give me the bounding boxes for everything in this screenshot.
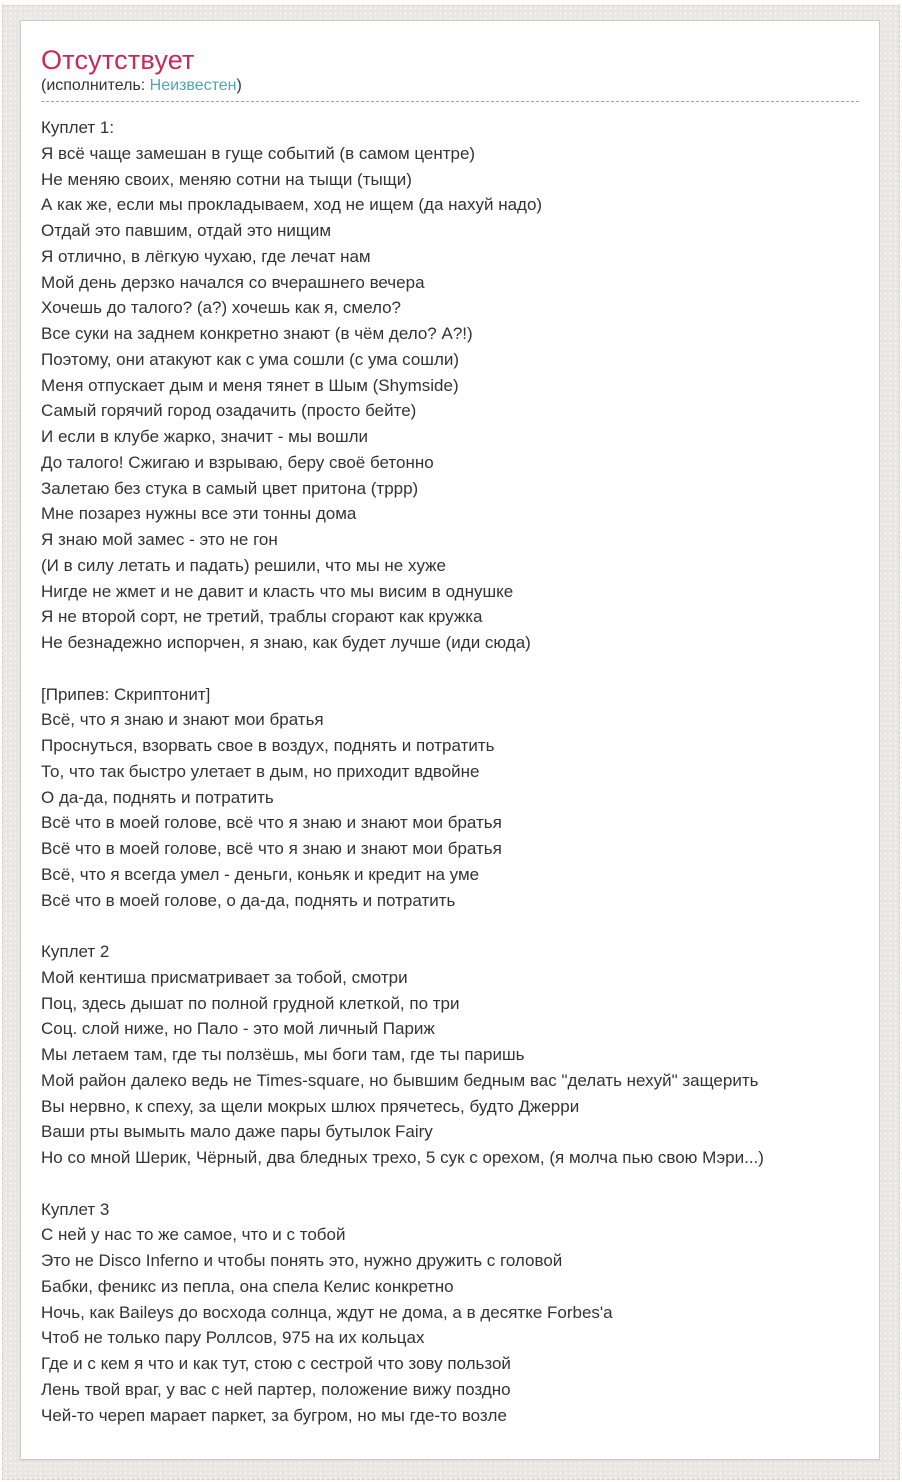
lyrics-line: Залетаю без стука в самый цвет притона (тррр) [41,478,419,498]
lyrics-line: Не безнадежно испорчен, я знаю, как будет лучше (иди сюда) [41,633,531,652]
lyrics-line: Всё что в моей голове, о да-да, поднять и потратить [41,890,456,910]
lyrics-line: Ваши рты вымыть мало даже пары бутылок Fairy [41,1122,433,1142]
lyrics-line: Бабки, феникс из пепла, она спела Келис конкретно [41,1276,454,1296]
lyrics-line: Проснуться, взорвать свое в воздух, поднять и потратить [41,736,495,755]
lyrics-line: Все суки на заднем конкретно знают (в чём дело? А?!) [41,324,473,343]
lyrics-line: Всё что в моей голове, всё что я знаю и знают мои братья [41,813,502,833]
song-title: Отсутствует [41,45,195,75]
lyrics-line: Меня отпускает дым и меня тянет в Шым (Shymside) [41,375,459,395]
lyrics-line: А как же, если мы прокладываем, ход не ищем (да нахуй надо) [41,195,543,215]
artist-label-open: (исполнитель: [41,77,150,94]
lyrics-line: Лень твой враг, у вас с ней партер, положение вижу поздно [41,1379,511,1399]
lyrics-line: До талого! Сжигаю и взрываю, беру своё бетонно [41,452,434,472]
lyrics-line: Мой кентиша присматривает за тобой, смотри [41,967,408,987]
lyrics-line: (И в силу летать и падать) решили, что мы не хуже [41,555,447,575]
lyrics-line: Я всё чаще замешан в гуще событий (в самом центре) [41,143,476,163]
lyrics-line: Ночь, как Baileys до восхода солнца, ждут не дома, а в десятке Forbes'а [41,1302,613,1322]
artist-line [41,76,859,102]
lyrics-line: Всё, что я знаю и знают мои братья [41,710,324,730]
lyrics-line: Нигде не жмет и не давит и класть что мы висим в однушке [41,581,514,601]
lyrics-line: Не меняю своих, меняю сотни на тыщи (тыщи) [41,169,412,189]
lyrics-line: Отдай это павшим, отдай это нищим [41,221,332,240]
lyrics-line: Мой день дерзко начался со вчерашнего вечера [41,272,425,292]
stanza-gap [41,656,859,682]
stanza-gap [41,1171,859,1197]
lyrics-line: Чей-то череп марает паркет, за бугром, но мы где-то возле [41,1405,507,1425]
stanza-gap [41,913,859,939]
lyrics-line: Хочешь до талого? (а?) хочешь как я, смело? [41,298,401,318]
lyrics-line: Куплет 2 [41,942,110,961]
lyrics-line: Вы нервно, к спеху, за щели мокрых шлюх прячетесь, будто Джерри [41,1096,580,1116]
lyrics-line: Куплет 3 [41,1199,110,1219]
lyrics-card [20,20,880,1460]
lyrics-line: Я знаю мой замес - это не гон [41,530,278,549]
lyrics-text [41,115,859,1428]
lyrics-line: Поц, здесь дышат по полной грудной клеткой, по три [41,993,460,1013]
lyrics-line: Чтоб не только пару Роллсов, 975 на их кольцах [41,1328,425,1348]
lyrics-line: Самый горячий город озадачить (просто бейте) [41,401,417,421]
lyrics-line: Где и с кем я что и как тут, стою с сестрой что зову пользой [41,1354,511,1373]
lyrics-line: Мы летаем там, где ты ползёшь, мы боги там, где ты паришь [41,1045,525,1064]
lyrics-line: Я отлично, в лёгкую чухаю, где лечат нам [41,246,371,266]
lyrics-line: То, что так быстро улетает в дым, но приходит вдвойне [41,761,480,781]
artist-label-close: ) [236,77,242,94]
artist-link[interactable]: Неизвестен [149,77,237,94]
lyrics-line: Всё что в моей голове, всё что я знаю и знают мои братья [41,839,502,858]
lyrics-line: Поэтому, они атакуют как с ума сошли (с ума сошли) [41,349,460,369]
lyrics-line: О да-да, поднять и потратить [41,787,274,807]
lyrics-line: [Припев: Скриптонит] [41,684,211,704]
lyrics-line: Это не Disco Inferno и чтобы понять это, нужно дружить с головой [41,1251,563,1270]
lyrics-line: С ней у нас то же самое, что и с тобой [41,1225,346,1245]
lyrics-line: Но со мной Шерик, Чёрный, два бледных трехо, 5 сук с орехом, (я молча пью свою Мэри...) [41,1148,764,1167]
lyrics-line: Мне позарез нужны все эти тонны дома [41,504,357,524]
lyrics-line: Соц. слой ниже, но Пало - это мой личный Париж [41,1019,435,1039]
lyrics-line: Мой район далеко ведь не Times-square, но бывшим бедным вас "делать нехуй" защерить [41,1070,759,1090]
lyrics-line: И если в клубе жарко, значит - мы вошли [41,427,369,446]
lyrics-line: Куплет 1: [41,118,115,137]
lyrics-line: Всё, что я всегда умел - деньги, коньяк и кредит на уме [41,864,480,884]
lyrics-line: Я не второй сорт, не третий, траблы сгорают как кружка [41,607,483,627]
